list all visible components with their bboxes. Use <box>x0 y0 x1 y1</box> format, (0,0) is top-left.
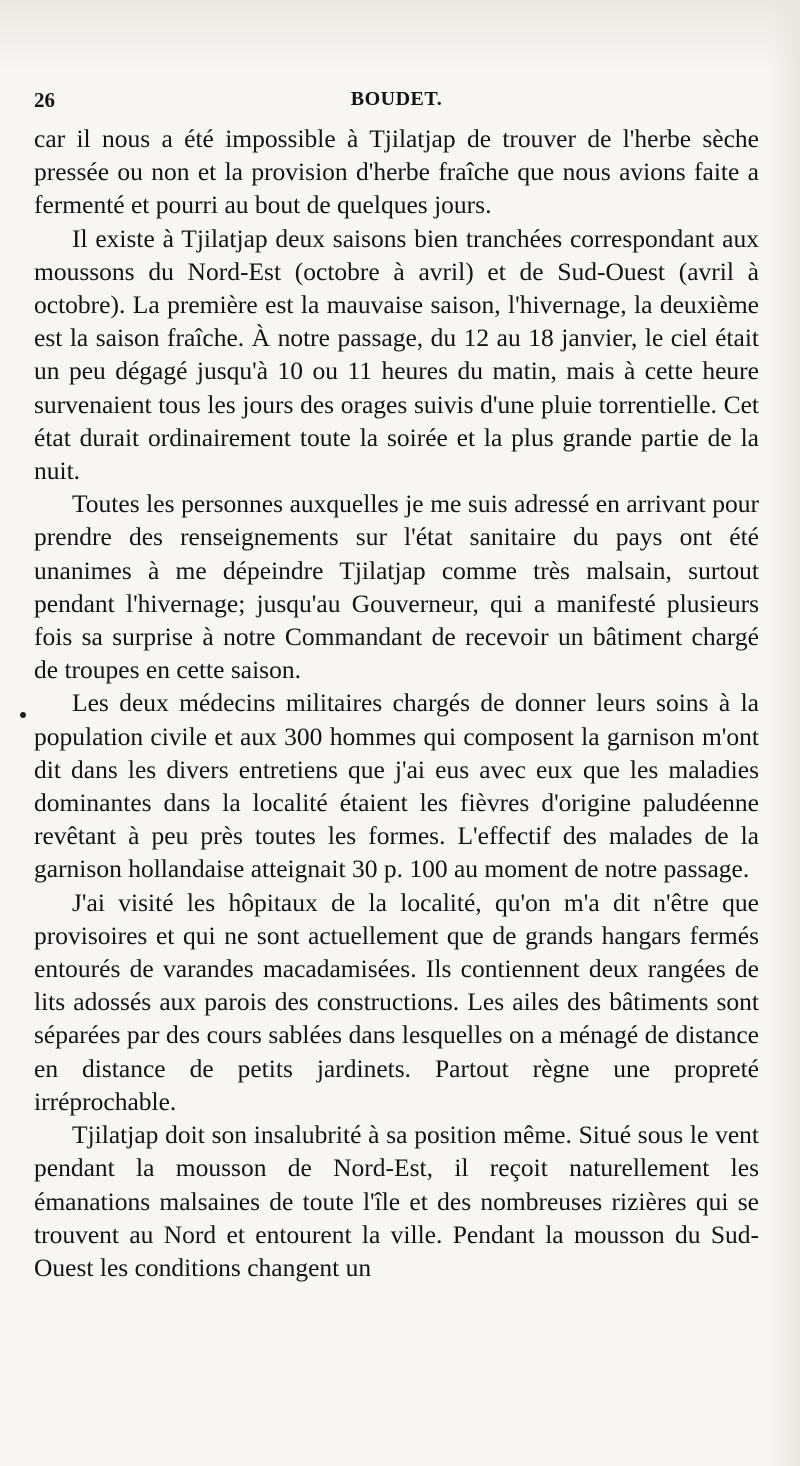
paragraph-continued: car il nous a été impossible à Tjilatjap de trouver de l'herbe sèche pressée ou non et la provision d'herbe fraîche que nous avions faite a fermenté et pourri au bout de quelques jours. <box>34 124 759 220</box>
body-text <box>34 122 759 1284</box>
paragraph-sanitary-state: Toutes les personnes auxquelles je me suis adressé en arrivant pour prendre des renseignements sur l'état sanitaire du pays ont été unanimes à me dépeindre Tjilatjap comme très malsain, surtout pendant l'hivernage; jusqu'au Gouverneur, qui a manifesté plusieurs fois sa surprise à notre Commandant de recevoir un bâtiment chargé de troupes en cette saison. <box>34 489 759 685</box>
paragraph-doctors: Les deux médecins militaires chargés de donner leurs soins à la population civile et aux 300 hommes qui composent la garnison m'ont dit dans les divers entretiens que j'ai eus avec eux que les maladies dominantes dans la localité étaient les fièvres d'origine paludéenne revêtant à peu près toutes les formes. L'effectif des malades de la garnison hollandaise atteignait 30 p. 100 au moment de notre passage. <box>34 688 759 884</box>
paragraph-hospitals: J'ai visité les hôpitaux de la localité, qu'on m'a dit n'être que provisoires et qui ne sont actuellement que de grands hangars fermés entourés de varandes macadamisées. Ils contiennent deux rangées de lits adossés aux parois des constructions. Les ailes des bâtiments sont séparées par des cours sablées dans lesquelles on a ménagé de distance en distance de petits jardinets. Partout règne une propreté irréprochable. <box>34 887 759 1116</box>
running-head: BOUDET. <box>350 88 443 110</box>
page-header <box>34 88 759 118</box>
paragraph-seasons: Il existe à Tjilatjap deux saisons bien tranchées correspondant aux moussons du Nord-Est (octobre à avril) et de Sud-Ouest (avril à octobre). La première est la mauvaise saison, l'hivernage, la deuxième est la saison fraîche. À notre passage, du 12 au 18 janvier, le ciel était un peu dégagé jusqu'à 10 ou 11 heures du matin, mais à cette heure survenaient tous les jours des orages suivis d'une pluie torrentielle. Cet état durait ordinairement toute la soirée et la plus grande partie de la nuit. <box>34 223 759 486</box>
page-number: 26 <box>34 88 55 112</box>
margin-mark <box>20 712 26 718</box>
paragraph-insalubrity: Tjilatjap doit son insalubrité à sa position même. Situé sous le vent pendant la mousson de Nord-Est, il reçoit naturellement les émanations malsaines de toute l'île et des nombreuses rizières qui se trouvent au Nord et entourent la ville. Pendant la mousson du Sud-Ouest les conditions changent un <box>34 1120 759 1282</box>
